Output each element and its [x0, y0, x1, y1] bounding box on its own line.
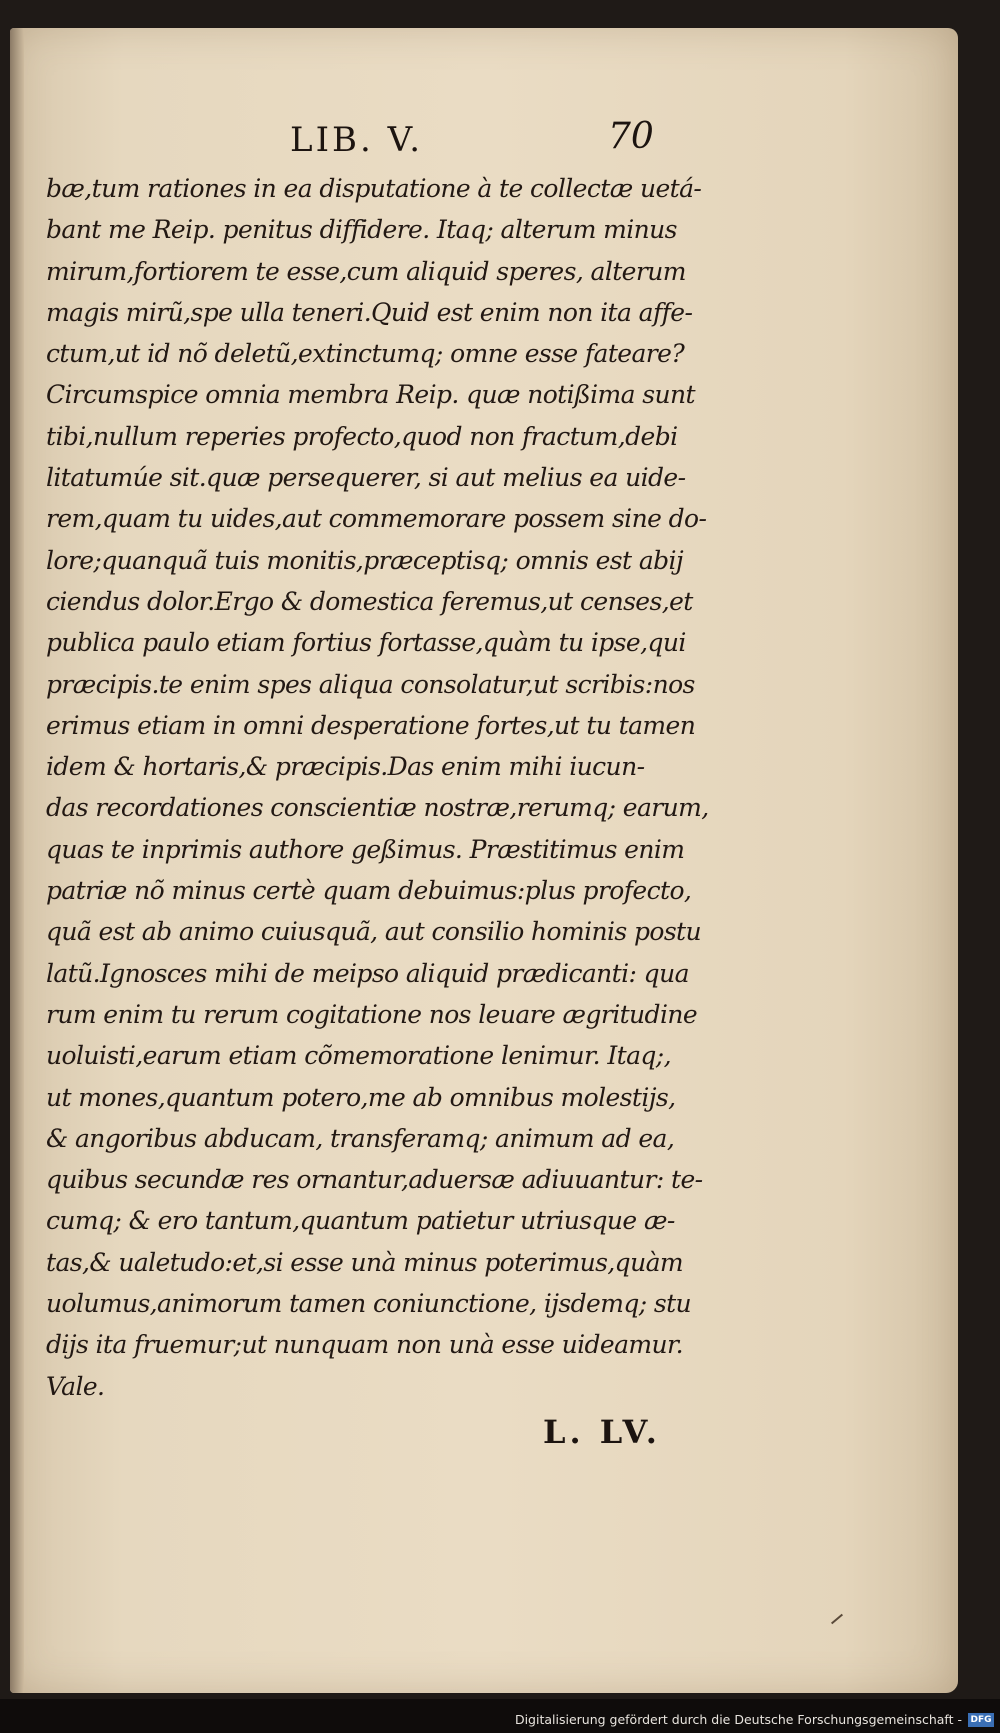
text-line: præcipis.te enim spes aliqua consolatur,ut scribis:nos: [46, 669, 695, 699]
text-line: latũ.Ignosces mihi de meipso aliquid prædicanti: qua: [46, 958, 689, 988]
funding-credit: Digitalisierung gefördert durch die Deutsche Forschungsgemeinschaft -: [514, 1712, 962, 1727]
text-line: erimus etiam in omni desperatione fortes,ut tu tamen: [46, 710, 696, 740]
text-line: Vale.: [46, 1371, 105, 1401]
text-line: ut mones,quantum potero,me ab omnibus molestijs,: [46, 1082, 676, 1112]
book-page: [10, 28, 958, 1693]
text-line: ciendus dolor.Ergo & domestica feremus,ut censes,et: [46, 586, 693, 616]
text-line: lore;quanquã tuis monitis,præceptisq; omnis est abij: [46, 545, 684, 575]
body-text: [46, 168, 718, 1407]
text-line: & angoribus abducam, transferamq; animum ad ea,: [46, 1123, 675, 1153]
text-line: litatumúe sit.quæ persequerer, si aut melius ea uide-: [46, 463, 686, 493]
ink-mark: [831, 1614, 843, 1625]
text-line: bæ,tum rationes in ea disputatione à te collectæ uetá-: [46, 174, 702, 203]
page-number: 70: [608, 116, 654, 157]
text-line: mirum,fortiorem te esse,cum aliquid speres, alterum: [46, 256, 686, 286]
catchword: L. LV.: [543, 1413, 661, 1451]
text-line: idem & hortaris,& præcipis.Das enim mihi iucun-: [46, 752, 645, 782]
footer-bar: [0, 1699, 1000, 1733]
text-line: uolumus,animorum tamen coniunctione, ijsdemq; stu: [46, 1289, 692, 1319]
text-line: quã est ab animo cuiusquã, aut consilio hominis postu: [46, 917, 701, 947]
running-head: LIB. V.: [290, 120, 424, 160]
text-line: cumq; & ero tantum,quantum patietur utriusque æ-: [46, 1206, 675, 1236]
text-line: das recordationes conscientiæ nostræ,rerumq; earum,: [46, 793, 709, 823]
text-line: quas te inprimis authore geßimus. Præstitimus enim: [46, 834, 685, 864]
page-gutter: [10, 28, 24, 1693]
text-line: tas,& ualetudo:et,si esse unà minus poterimus,quàm: [46, 1247, 683, 1277]
text-line: magis mirũ,spe ulla teneri.Quid est enim non ita affe-: [46, 297, 693, 327]
text-line: publica paulo etiam fortius fortasse,quàm tu ipse,qui: [46, 628, 686, 658]
text-line: ctum,ut id nõ deletũ,extinctumq; omne esse fateare?: [46, 339, 685, 369]
text-line: rem,quam tu uides,aut commemorare possem sine do-: [46, 504, 707, 534]
text-line: bant me Reip. penitus diffidere. Itaq; alterum minus: [46, 215, 677, 245]
text-line: quibus secundæ res ornantur,aduersæ adiuuantur: te-: [46, 1165, 703, 1195]
text-line: Circumspice omnia membra Reip. quæ notißima sunt: [46, 380, 695, 410]
page-header: [10, 98, 958, 158]
dfg-logo: DFG: [968, 1713, 994, 1727]
text-line: tibi,nullum reperies profecto,quod non fractum,debi: [46, 421, 678, 451]
text-line: rum enim tu rerum cogitatione nos leuare ægritudine: [46, 999, 698, 1029]
text-line: dijs ita fruemur;ut nunquam non unà esse uideamur.: [46, 1330, 683, 1360]
text-line: patriæ nõ minus certè quam debuimus:plus profecto,: [46, 876, 692, 906]
text-line: uoluisti,earum etiam cõmemoratione lenimur. Itaq;,: [46, 1041, 671, 1071]
